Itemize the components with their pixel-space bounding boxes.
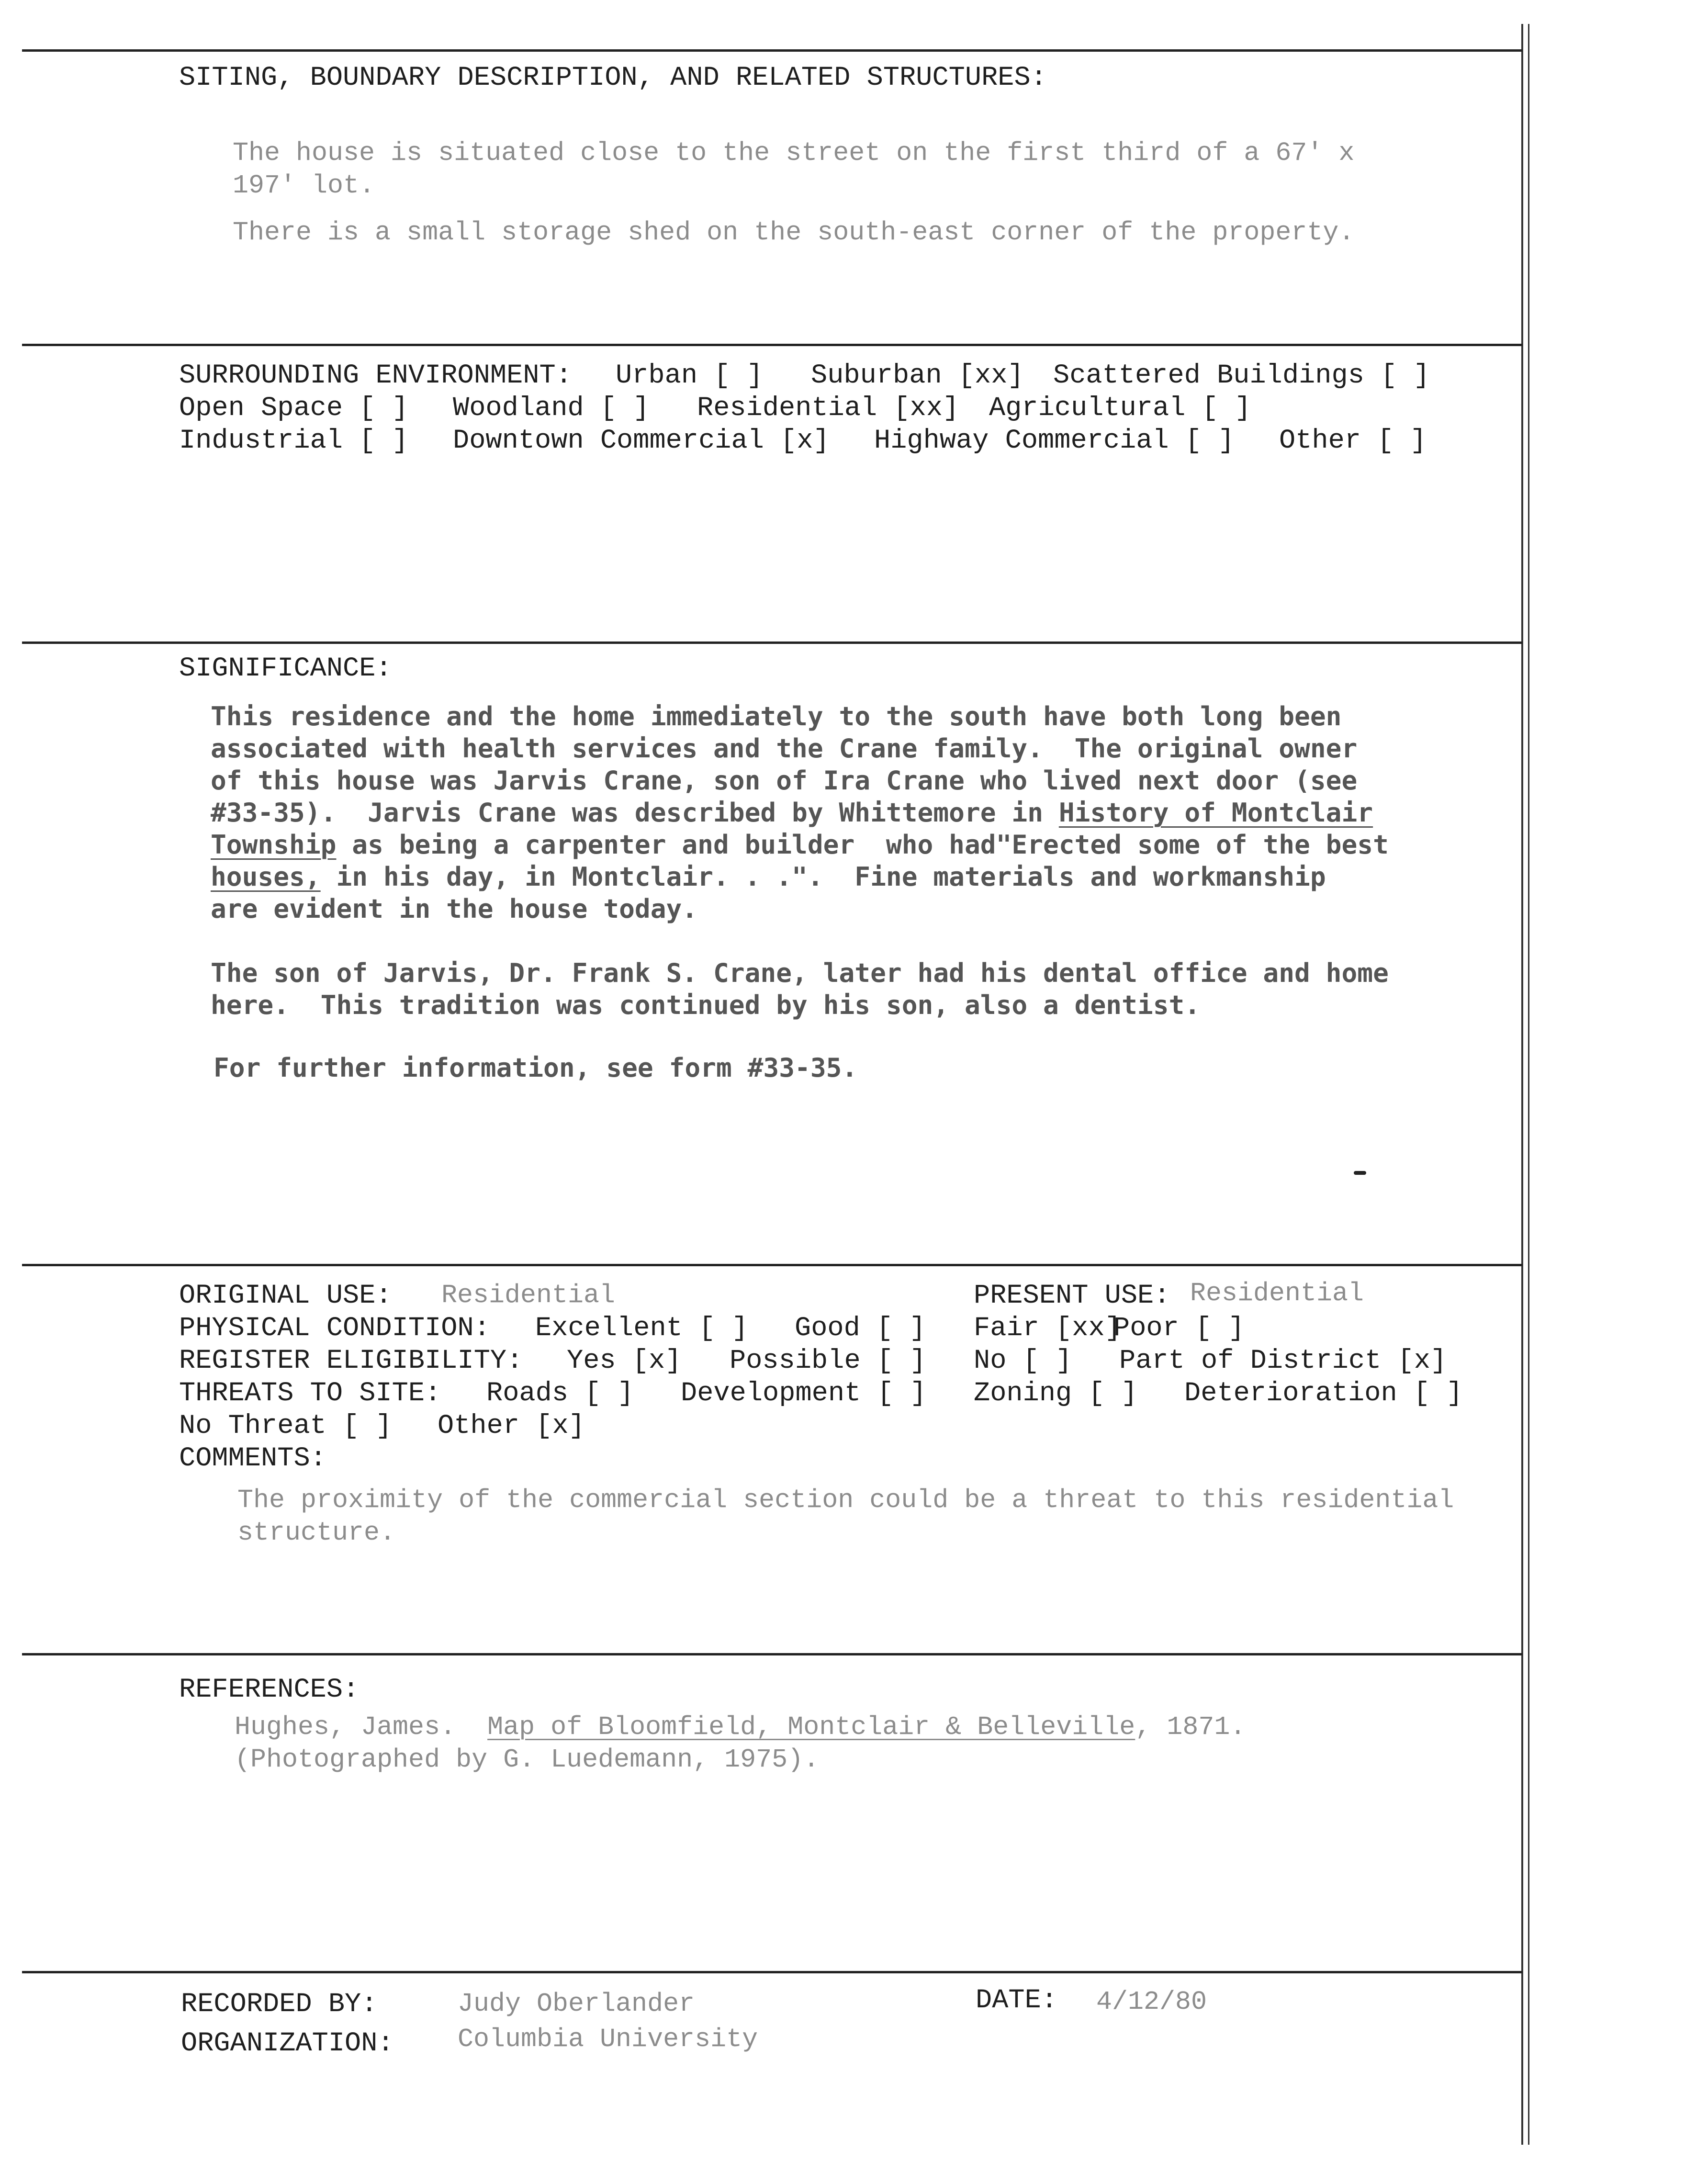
threat-none: No Threat [ ] [179, 1411, 392, 1441]
env-industrial: Industrial [ ] [179, 426, 408, 456]
significance-line: of this house was Jarvis Crane, son of Ira Crane who lived next door (see [211, 765, 1358, 796]
comment-line: structure. [237, 1518, 396, 1548]
eligibility-possible: Possible [ ] [730, 1346, 926, 1376]
reference-year: , 1871. [1135, 1712, 1246, 1742]
significance-line [211, 797, 1373, 829]
significance-text: in his day, in Montclair. . .". Fine materials and workmanship [320, 861, 1326, 892]
siting-text-line: The house is situated close to the street on the first third of a 67' x [233, 138, 1355, 168]
organization-value: Columbia University [458, 2024, 758, 2054]
present-use-value: Residential [1190, 1278, 1364, 1308]
threat-deterioration: Deterioration [ ] [1184, 1378, 1463, 1409]
underlined-text: houses, [211, 861, 321, 892]
comment-line: The proximity of the commercial section could be a threat to this residential [237, 1485, 1454, 1515]
condition-fair: Fair [xx] [974, 1313, 1121, 1344]
section-divider [22, 1971, 1522, 1973]
reference-author: Hughes, James. [235, 1712, 488, 1742]
significance-heading: SIGNIFICANCE: [179, 653, 392, 684]
eligibility-no: No [ ] [974, 1346, 1072, 1376]
condition-excellent: Excellent [ ] [535, 1313, 748, 1344]
section-divider [22, 1264, 1522, 1266]
date-label: DATE: [976, 1985, 1058, 2016]
section-divider [22, 49, 1522, 52]
section-divider [22, 642, 1522, 644]
siting-heading: SITING, BOUNDARY DESCRIPTION, AND RELATED STRUCTURES: [179, 63, 1047, 93]
present-use-label: PRESENT USE: [974, 1281, 1170, 1311]
recorded-by-label: RECORDED BY: [181, 1989, 378, 2020]
reference-line: (Photographed by G. Luedemann, 1975). [235, 1745, 820, 1775]
threats-label: THREATS TO SITE: [179, 1378, 441, 1409]
threat-zoning: Zoning [ ] [974, 1378, 1138, 1409]
significance-line: here. This tradition was continued by his son, also a dentist. [211, 990, 1201, 1020]
threat-roads: Roads [ ] [486, 1378, 634, 1409]
significance-line: The son of Jarvis, Dr. Frank S. Crane, later had his dental office and home [211, 957, 1389, 988]
reference-title: Map of Bloomfield, Montclair & Belleville [487, 1712, 1135, 1742]
env-downtown-commercial: Downtown Commercial [x] [453, 426, 830, 456]
significance-line: associated with health services and the Crane family. The original owner [211, 733, 1358, 764]
right-border-line [1521, 24, 1523, 2145]
original-use-value: Residential [441, 1280, 616, 1310]
env-residential: Residential [xx] [697, 393, 959, 424]
significance-text: as being a carpenter and builder who had"Erected some of the best [336, 829, 1389, 860]
right-border-line-outer [1528, 24, 1529, 2145]
comments-label: COMMENTS: [179, 1443, 326, 1474]
book-title: History of Montclair [1058, 797, 1373, 828]
section-divider [22, 1653, 1522, 1655]
date-value: 4/12/80 [1096, 1987, 1207, 2017]
organization-label: ORGANIZATION: [181, 2028, 394, 2059]
environment-heading: SURROUNDING ENVIRONMENT: [179, 360, 572, 391]
eligibility-yes: Yes [x] [567, 1346, 682, 1376]
siting-text-line: There is a small storage shed on the south-east corner of the property. [233, 217, 1355, 248]
env-open-space: Open Space [ ] [179, 393, 408, 424]
siting-text-line: 197' lot. [233, 170, 375, 201]
significance-text: #33-35). Jarvis Crane was described by Whittemore in [211, 797, 1059, 828]
env-scattered-buildings: Scattered Buildings [ ] [1053, 360, 1430, 391]
physical-condition-label: PHYSICAL CONDITION: [179, 1313, 490, 1344]
significance-line [211, 861, 1326, 893]
significance-line: For further information, see form #33-35. [214, 1052, 858, 1083]
references-heading: REFERENCES: [179, 1675, 360, 1705]
condition-good: Good [ ] [795, 1313, 926, 1344]
original-use-label: ORIGINAL USE: [179, 1281, 392, 1311]
eligibility-part-of-district: Part of District [x] [1119, 1346, 1447, 1376]
env-urban: Urban [ ] [616, 360, 763, 391]
significance-line [211, 829, 1389, 861]
significance-line: are evident in the house today. [211, 893, 698, 924]
significance-line: This residence and the home immediately to the south have both long been [211, 701, 1342, 732]
ink-mark [1354, 1171, 1366, 1175]
register-eligibility-label: REGISTER ELIGIBILITY: [179, 1346, 523, 1376]
env-woodland: Woodland [ ] [453, 393, 650, 424]
env-other: Other [ ] [1279, 426, 1427, 456]
reference-line [235, 1711, 1246, 1744]
threat-other: Other [x] [438, 1411, 585, 1441]
threat-development: Development [ ] [681, 1378, 927, 1409]
condition-poor: Poor [ ] [1113, 1313, 1245, 1344]
env-agricultural: Agricultural [ ] [989, 393, 1251, 424]
env-highway-commercial: Highway Commercial [ ] [874, 426, 1235, 456]
section-divider [22, 344, 1522, 346]
env-suburban: Suburban [xx] [811, 360, 1024, 391]
recorded-by-value: Judy Oberlander [458, 1989, 695, 2019]
book-title: Township [211, 829, 337, 860]
